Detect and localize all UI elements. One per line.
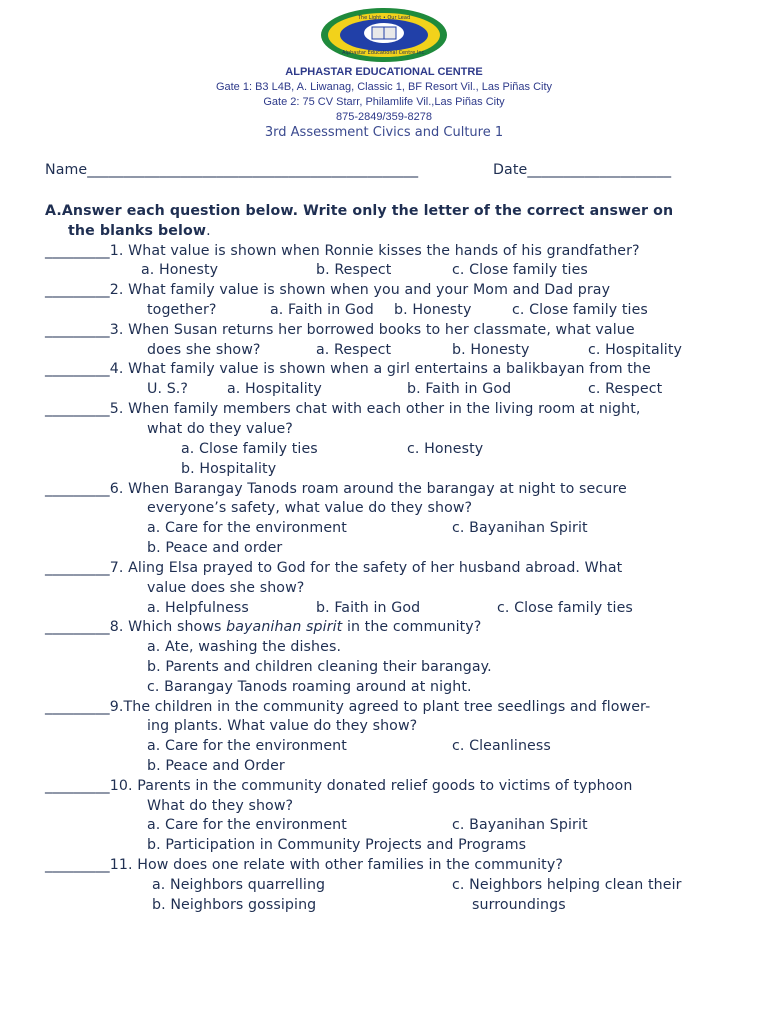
answer-blank[interactable]: _________: [45, 857, 110, 873]
choice-b: b. Faith in God: [407, 381, 512, 397]
question-stem: 7. Aling Elsa prayed to God for the safety of her husband abroad. What: [109, 560, 623, 576]
choice-a: a. Care for the environment: [147, 817, 347, 833]
choice-b: b. Respect: [316, 262, 392, 278]
choice-a: a. Care for the environment: [147, 520, 347, 536]
question-5: [45, 401, 641, 417]
choice-c: c. Respect: [588, 381, 663, 397]
answer-blank[interactable]: _________: [45, 619, 110, 635]
instructions-period: .: [206, 223, 211, 239]
name-blank[interactable]: ______________________________________________: [87, 162, 419, 178]
question-cont: together?: [147, 302, 217, 318]
question-1: [45, 243, 640, 259]
answer-blank[interactable]: _________: [45, 322, 110, 338]
choice-c: c. Honesty: [407, 441, 484, 457]
question-stem: 3. When Susan returns her borrowed books to her classmate, what value: [109, 322, 635, 338]
choice-a: a. Helpfulness: [147, 600, 249, 616]
question-9: [45, 699, 650, 715]
choice-b: b. Peace and Order: [147, 758, 285, 774]
question-stem: 4. What family value is shown when a girl entertains a balikbayan from the: [109, 361, 651, 377]
address-gate2: Gate 2: 75 CV Starr, Philamlife Vil.,Las Piñas City: [263, 96, 505, 108]
choice-a: a. Ate, washing the dishes.: [147, 639, 342, 655]
choice-a: a. Neighbors quarrelling: [152, 877, 326, 893]
question-cont: everyone’s safety, what value do they show?: [147, 500, 473, 516]
choice-c-cont: surroundings: [472, 897, 566, 913]
instructions-line2: [68, 223, 211, 239]
question-stem: 8. Which shows: [109, 619, 227, 635]
question-3: [45, 322, 635, 338]
choice-b: b. Faith in God: [316, 600, 421, 616]
date-blank[interactable]: ____________________: [527, 162, 672, 178]
choice-a: a. Faith in God: [270, 302, 374, 318]
date-field[interactable]: [493, 162, 671, 178]
question-cont: U. S.?: [147, 381, 189, 397]
question-cont: what do they value?: [147, 421, 293, 437]
question-cont: value does she show?: [147, 580, 305, 596]
question-7: [45, 560, 622, 576]
question-stem: 5. When family members chat with each other in the living room at night,: [109, 401, 641, 417]
choice-a: a. Respect: [316, 342, 392, 358]
question-stem-italic: bayanihan spirit: [226, 619, 343, 635]
instructions-line1: [45, 203, 673, 219]
question-10: [45, 778, 632, 794]
name-field[interactable]: [45, 162, 418, 178]
choice-b: b. Neighbors gossiping: [152, 897, 317, 913]
question-4: [45, 361, 651, 377]
answer-blank[interactable]: _________: [45, 401, 110, 417]
choice-c: c. Barangay Tanods roaming around at night.: [147, 679, 472, 695]
answer-blank[interactable]: _________: [45, 699, 110, 715]
choice-b: b. Honesty: [452, 342, 530, 358]
instructions-text: Answer each question below. Write only the letter of the correct answer on: [61, 203, 674, 219]
date-label: Date: [493, 162, 528, 178]
svg-text:Alphastar Educational Centre I: Alphastar Educational Centre Inc.: [342, 50, 426, 56]
phone-number: 875-2849/359-8278: [335, 111, 433, 123]
choice-c: c. Close family ties: [512, 302, 648, 318]
section-marker: A.: [45, 203, 62, 219]
choice-c: c. Bayanihan Spirit: [452, 520, 588, 536]
answer-blank[interactable]: _________: [45, 481, 110, 497]
answer-blank[interactable]: _________: [45, 243, 110, 259]
choice-c: c. Hospitality: [588, 342, 683, 358]
name-label: Name: [45, 162, 88, 178]
assessment-title: 3rd Assessment Civics and Culture 1: [264, 125, 504, 140]
question-stem: 11. How does one relate with other families in the community?: [109, 857, 563, 873]
svg-text:The Light • Our Lead: The Light • Our Lead: [357, 15, 411, 21]
answer-blank[interactable]: _________: [45, 778, 110, 794]
choice-b: b. Participation in Community Projects and Programs: [147, 837, 527, 853]
answer-blank[interactable]: _________: [45, 282, 110, 298]
choice-c: c. Cleanliness: [452, 738, 551, 754]
choice-c: c. Neighbors helping clean their: [452, 877, 682, 893]
question-cont: ing plants. What value do they show?: [147, 718, 418, 734]
question-stem: 6. When Barangay Tanods roam around the barangay at night to secure: [109, 481, 627, 497]
question-stem: 1. What value is shown when Ronnie kisses the hands of his grandfather?: [109, 243, 640, 259]
choice-b: b. Parents and children cleaning their barangay.: [147, 659, 492, 675]
answer-blank[interactable]: _________: [45, 560, 110, 576]
choice-b: b. Peace and order: [147, 540, 283, 556]
choice-c: c. Close family ties: [497, 600, 633, 616]
question-stem-end: in the community?: [342, 619, 482, 635]
choice-c: c. Close family ties: [452, 262, 588, 278]
question-11: [45, 857, 563, 873]
question-cont: does she show?: [147, 342, 261, 358]
choice-c: c. Bayanihan Spirit: [452, 817, 588, 833]
choice-a: a. Hospitality: [227, 381, 322, 397]
question-stem: 9.The children in the community agreed to plant tree seedlings and flower-: [109, 699, 651, 715]
question-stem: 2. What family value is shown when you and your Mom and Dad pray: [109, 282, 611, 298]
question-6: [45, 481, 627, 497]
question-8: [45, 619, 481, 635]
instructions-text-2: the blanks below: [68, 223, 207, 239]
question-stem: 10. Parents in the community donated relief goods to victims of typhoon: [109, 778, 633, 794]
choice-a: a. Care for the environment: [147, 738, 347, 754]
choice-b: b. Hospitality: [181, 461, 277, 477]
choice-b: b. Honesty: [394, 302, 472, 318]
address-gate1: Gate 1: B3 L4B, A. Liwanag, Classic 1, BF Resort Vil., Las Piñas City: [215, 81, 553, 93]
school-name: ALPHASTAR EDUCATIONAL CENTRE: [285, 66, 483, 78]
question-cont: What do they show?: [147, 798, 294, 814]
answer-blank[interactable]: _________: [45, 361, 110, 377]
school-logo: [320, 7, 448, 63]
question-2: [45, 282, 610, 298]
choice-a: a. Honesty: [141, 262, 219, 278]
choice-a: a. Close family ties: [181, 441, 318, 457]
